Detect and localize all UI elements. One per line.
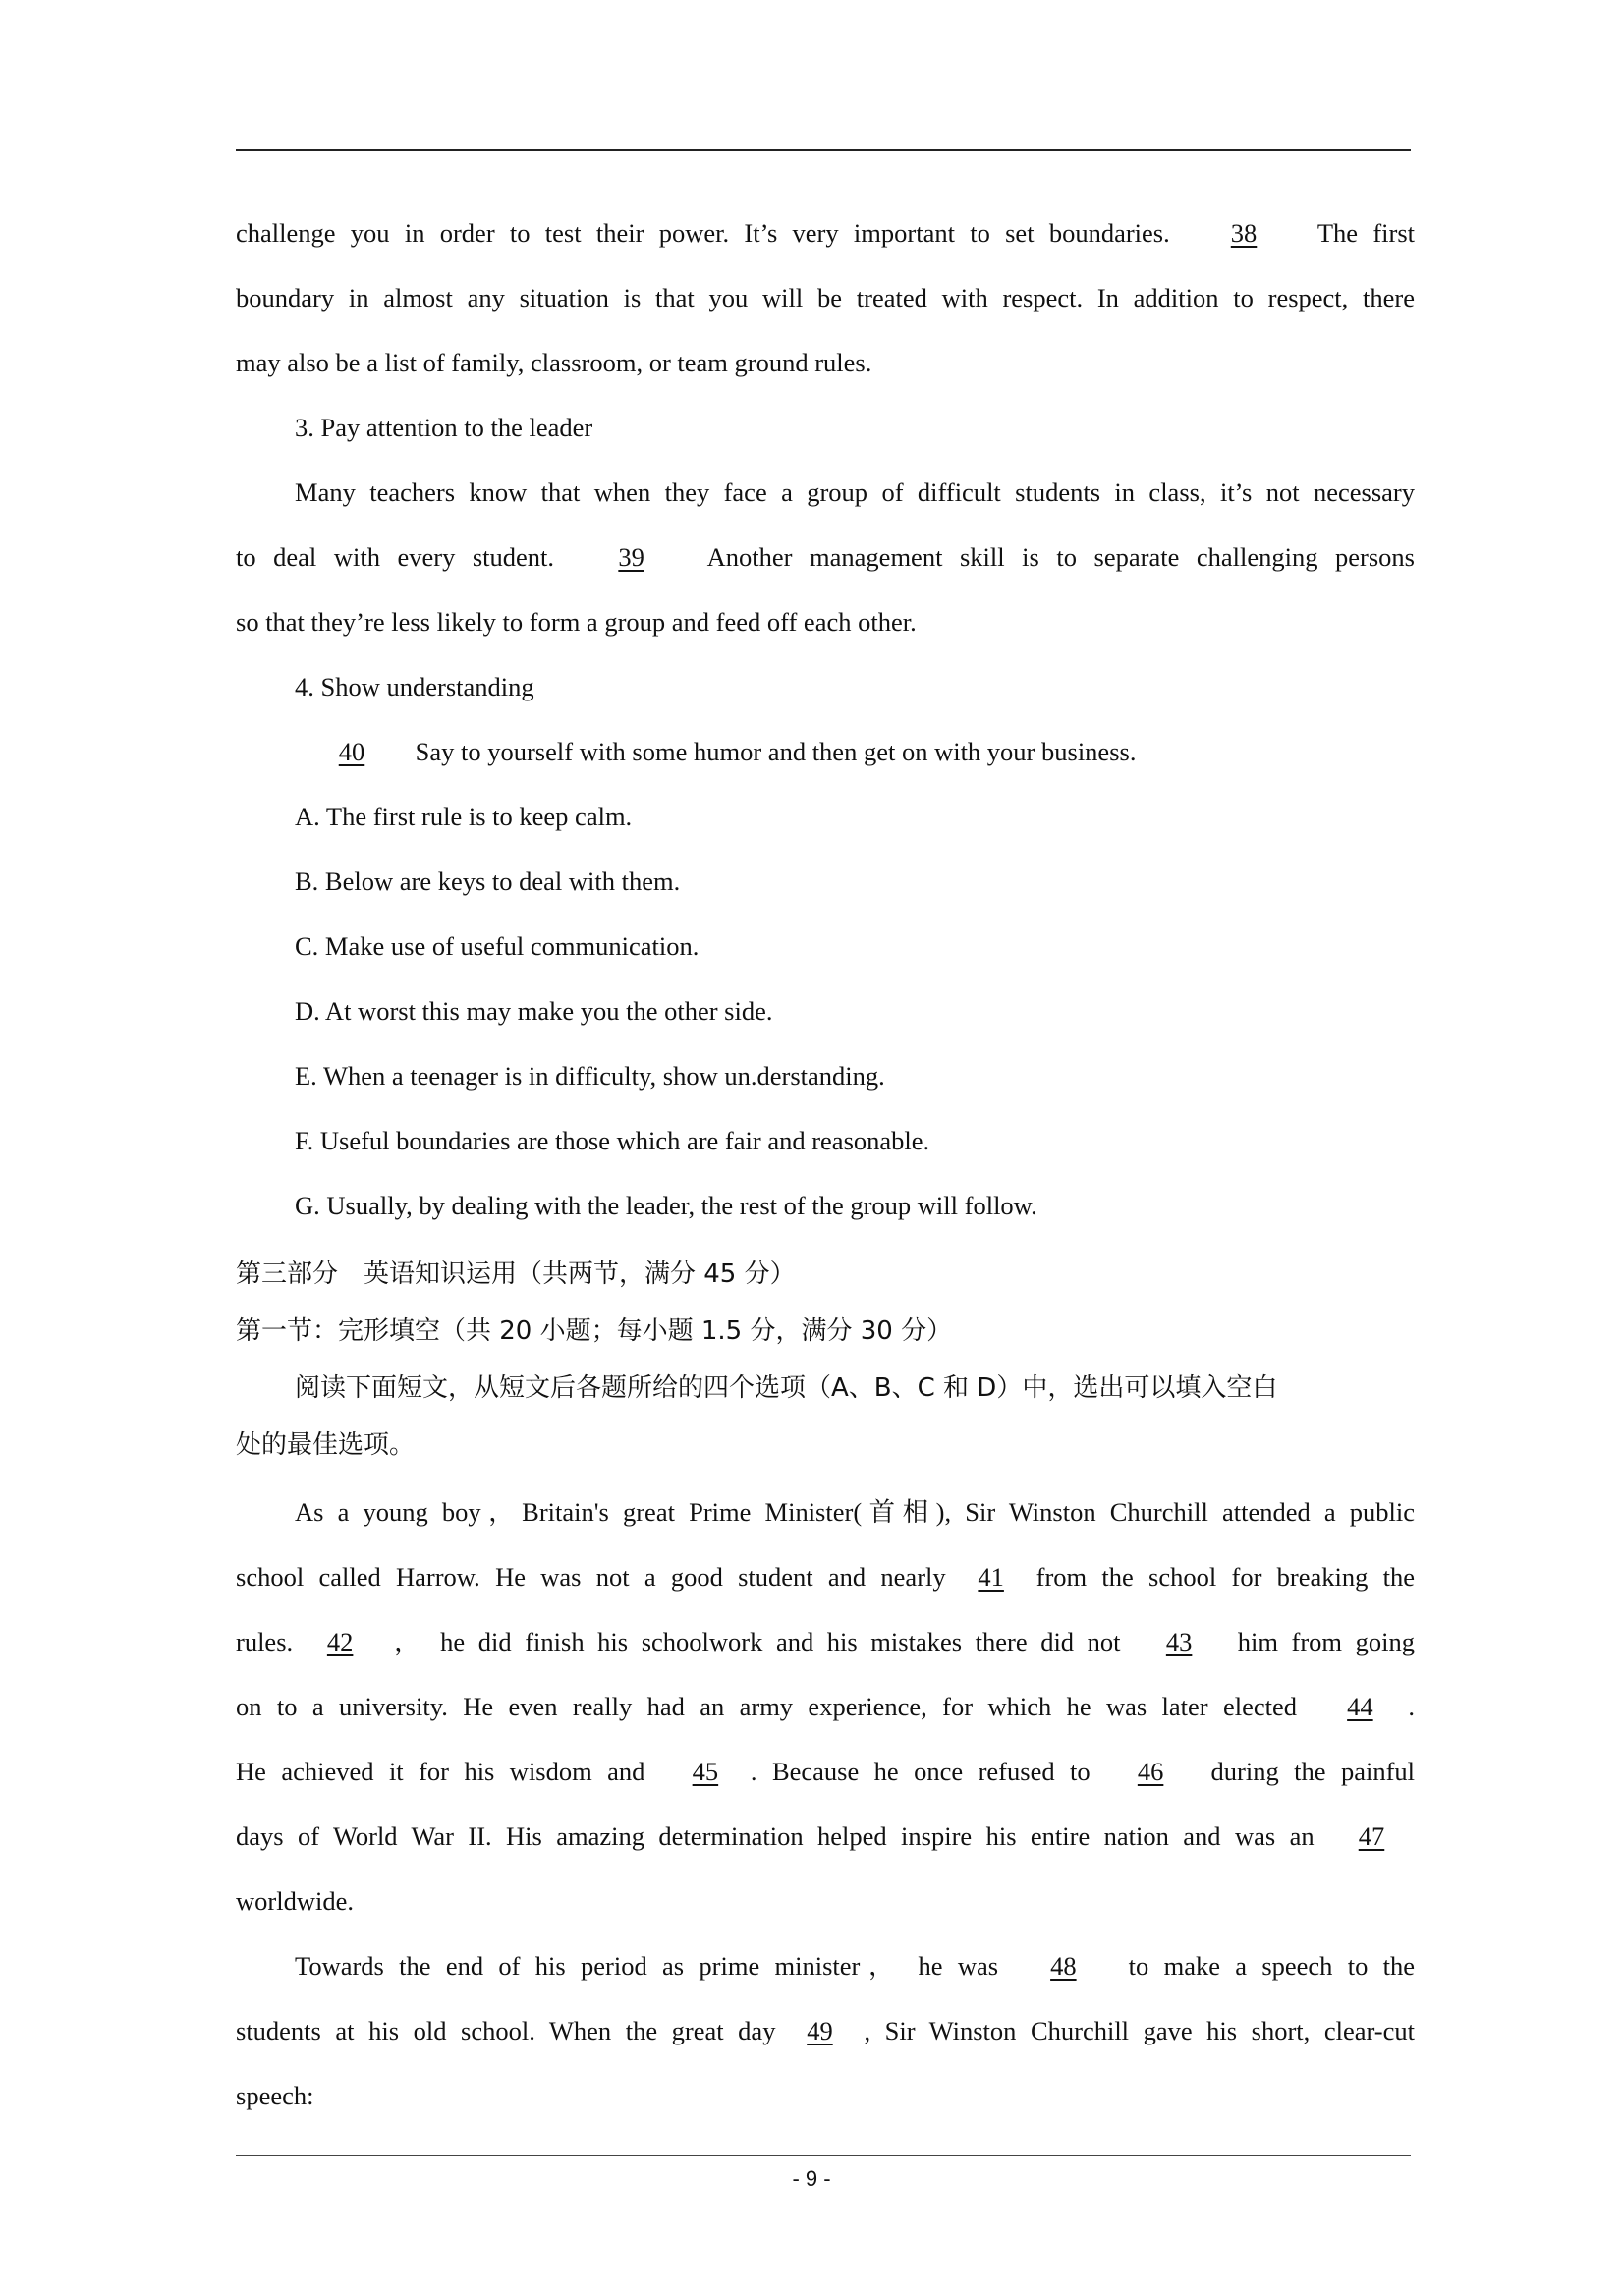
passage-line: Many teachers know that when they face a group of difficult students in class, it’s not necessary	[295, 477, 1415, 507]
blank-40: 40	[338, 737, 365, 766]
passage-line: boundary in almost any situation is that you will be treated with respect. In addition to respect, there	[236, 283, 1415, 312]
text: The first	[1316, 218, 1416, 248]
cloze-line: worldwide.	[236, 1886, 354, 1916]
passage-line: so that they’re less likely to form a group and feed off each other.	[236, 607, 917, 637]
text: to make a speech to the	[1128, 1951, 1416, 1981]
blank-43: 43	[1165, 1627, 1193, 1656]
text: school called Harrow. He was not a good student and nearly	[236, 1562, 946, 1592]
section-heading-3: 3. Pay attention to the leader	[295, 413, 593, 442]
text: . Because he once refused to	[750, 1757, 1091, 1786]
text: .	[1408, 1692, 1416, 1721]
cloze-line	[236, 1609, 1415, 1674]
text: to deal with every student.	[236, 542, 555, 572]
text: Another management skill is to separate challenging persons	[706, 542, 1415, 572]
cloze-line	[236, 1739, 1415, 1804]
section-heading-4: 4. Show understanding	[295, 672, 534, 701]
text: days of World War II. His amazing determination helped inspire his entire nation and was an	[236, 1821, 1315, 1851]
text: rules.	[236, 1627, 294, 1656]
option-f: F. Useful boundaries are those which are fair and reasonable.	[295, 1126, 930, 1155]
blank-39: 39	[618, 542, 644, 572]
text: during the painful	[1210, 1757, 1416, 1786]
footer-rule	[236, 2155, 1411, 2156]
cloze-line	[236, 1998, 1415, 2063]
blank-47: 47	[1358, 1821, 1385, 1851]
text: Say to yourself with some humor and then get on with your business.	[415, 737, 1137, 766]
passage-line	[236, 200, 1415, 265]
blank-44: 44	[1347, 1692, 1373, 1721]
blank-42: 42	[326, 1627, 354, 1656]
cloze-line: speech:	[236, 2081, 314, 2110]
section1-heading: 第一节：完形填空（共 20 小题；每小题 1.5 分，满分 30 分）	[236, 1316, 953, 1346]
text: on to a university. He even really had an army experience, for which he was later elected	[236, 1692, 1298, 1721]
option-e: E. When a teenager is in difficulty, show un.derstanding.	[295, 1061, 885, 1091]
option-g: G. Usually, by dealing with the leader, the rest of the group will follow.	[295, 1191, 1037, 1220]
header-rule	[236, 149, 1411, 151]
blank-45: 45	[692, 1757, 719, 1786]
text: He achieved it for his wisdom and	[236, 1757, 645, 1786]
text: him from going	[1237, 1627, 1415, 1656]
cloze-line: As a young boy，Britain's great Prime Minister(首相), Sir Winston Churchill attended a public	[295, 1497, 1415, 1527]
passage-line: may also be a list of family, classroom, or team ground rules.	[236, 348, 872, 377]
passage-line	[295, 719, 1415, 784]
cloze-line	[236, 1544, 1415, 1609]
text: Towards the end of his period as prime minister， he was	[295, 1951, 999, 1981]
option-b: B. Below are keys to deal with them.	[295, 867, 681, 896]
passage-line	[236, 525, 1415, 589]
option-d: D. At worst this may make you the other side.	[295, 996, 773, 1026]
blank-38: 38	[1230, 218, 1258, 248]
instruction-line: 阅读下面短文，从短文后各题所给的四个选项（A、B、C 和 D）中，选出可以填入空白	[295, 1373, 1278, 1403]
text: challenge you in order to test their power. It’s very important to set boundaries.	[236, 218, 1170, 248]
blank-49: 49	[807, 2016, 833, 2045]
instruction-line: 处的最佳选项。	[236, 1430, 416, 1460]
blank-41: 41	[978, 1562, 1004, 1592]
text: ， he did finish his schoolwork and his mistakes there did not	[387, 1627, 1121, 1656]
cloze-line	[236, 1804, 1415, 1869]
cloze-line	[295, 1933, 1415, 1998]
page-number: - 9 -	[792, 2166, 831, 2191]
text: , Sir Winston Churchill gave his short, clear-cut	[864, 2016, 1415, 2045]
text: from the school for breaking the	[1035, 1562, 1415, 1592]
blank-46: 46	[1137, 1757, 1164, 1786]
option-a: A. The first rule is to keep calm.	[295, 802, 633, 831]
cloze-line	[236, 1674, 1415, 1739]
text: students at his old school. When the great day	[236, 2016, 776, 2045]
option-c: C. Make use of useful communication.	[295, 931, 700, 961]
blank-48: 48	[1050, 1951, 1077, 1981]
part3-heading: 第三部分 英语知识运用（共两节，满分 45 分）	[236, 1260, 796, 1289]
